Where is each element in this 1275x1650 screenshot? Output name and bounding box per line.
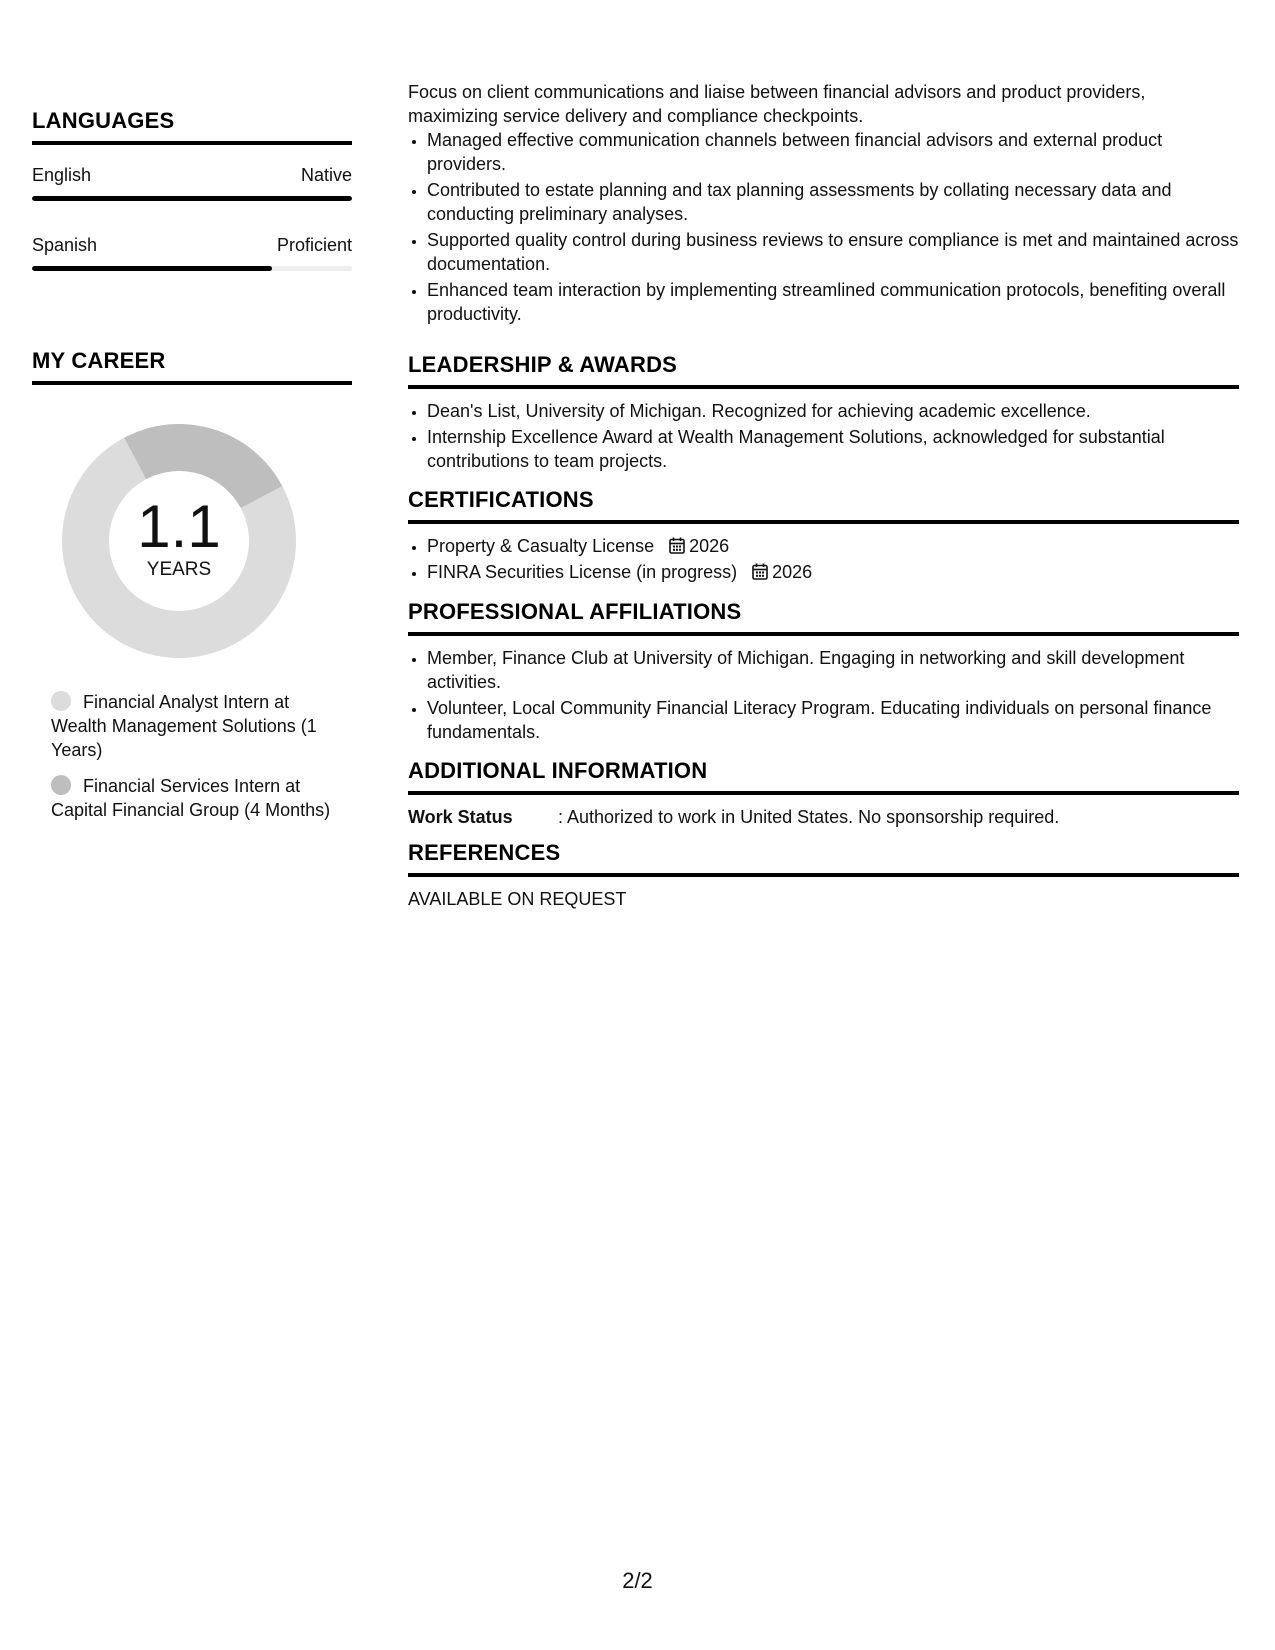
list-item: • Internship Excellence Award at Wealth Management Solutions, acknowledged for substantial contributions to team projects.	[427, 425, 1239, 473]
languages-heading: LANGUAGES	[32, 108, 352, 145]
certifications-list	[408, 534, 1239, 584]
work-status-value: : Authorized to work in United States. No sponsorship required.	[558, 807, 1060, 827]
list-item: • Contributed to estate planning and tax planning assessments by collating necessary data and conducting preliminary analyses.	[427, 178, 1239, 226]
language-proficiency-bar	[32, 196, 352, 201]
references-text: AVAILABLE ON REQUEST	[408, 889, 627, 909]
list-item: • Volunteer, Local Community Financial Literacy Program. Educating individuals on personal finance fundamentals.	[427, 696, 1239, 744]
list-item	[427, 534, 1239, 558]
language-proficiency-fill	[32, 266, 272, 271]
language-spanish	[32, 234, 352, 271]
leadership-heading: LEADERSHIP & AWARDS	[408, 352, 1239, 389]
work-status-label: Work Status	[408, 807, 513, 827]
list-item: • Managed effective communication channels between financial advisors and external product providers.	[427, 128, 1239, 176]
calendar-icon	[752, 563, 768, 580]
list-item: • Supported quality control during business reviews to ensure compliance is met and maintained across documentation.	[427, 228, 1239, 276]
experience-continued	[408, 80, 1239, 328]
affiliations-heading: PROFESSIONAL AFFILIATIONS	[408, 599, 1239, 636]
affiliations-list	[408, 646, 1239, 744]
legend-label: Financial Analyst Intern at Wealth Management Solutions (1 Years)	[51, 692, 317, 760]
references-section	[408, 840, 1239, 911]
additional-info-section	[408, 758, 1239, 829]
leadership-section	[408, 352, 1239, 475]
list-item: • Member, Finance Club at University of Michigan. Engaging in networking and skill development activities.	[427, 646, 1239, 694]
language-name: English	[32, 165, 92, 185]
career-total-value: 1.1	[137, 493, 221, 560]
experience-bullets	[408, 128, 1239, 326]
career-legend	[51, 690, 331, 834]
certification-year: 2026	[689, 536, 730, 556]
certifications-heading: CERTIFICATIONS	[408, 487, 1239, 524]
language-english	[32, 164, 352, 201]
legend-label: Financial Services Intern at Capital Financial Group (4 Months)	[51, 776, 331, 820]
language-proficiency-fill	[32, 196, 352, 201]
certification-name: FINRA Securities License (in progress)	[427, 562, 738, 582]
language-name: Spanish	[32, 235, 98, 255]
list-item: • Dean's List, University of Michigan. Recognized for achieving academic excellence.	[427, 399, 1239, 423]
legend-dot	[51, 691, 71, 711]
certifications-section	[408, 487, 1239, 586]
certification-name: Property & Casualty License	[427, 536, 655, 556]
experience-summary: Focus on client communications and liaise between financial advisors and product providers, maximizing service delivery and compliance checkpoints.	[408, 82, 1146, 126]
language-level: Proficient	[276, 235, 352, 255]
career-donut-chart	[56, 418, 302, 664]
career-legend-item	[51, 774, 331, 822]
list-item: • Enhanced team interaction by implementing streamlined communication protocols, benefiting overall productivity.	[427, 278, 1239, 326]
list-item	[427, 560, 1239, 584]
calendar-icon	[669, 537, 685, 554]
legend-dot	[51, 775, 71, 795]
affiliations-section	[408, 599, 1239, 746]
certification-year: 2026	[772, 562, 813, 582]
language-proficiency-bar	[32, 266, 352, 271]
career-heading: MY CAREER	[32, 348, 352, 385]
references-heading: REFERENCES	[408, 840, 1239, 877]
leadership-list	[408, 399, 1239, 473]
career-total-unit: YEARS	[146, 559, 212, 580]
career-legend-item	[51, 690, 331, 762]
language-level: Native	[300, 165, 352, 185]
page-number: 2/2	[622, 1568, 653, 1593]
additional-info-heading: ADDITIONAL INFORMATION	[408, 758, 1239, 795]
work-status-row	[408, 805, 1239, 829]
